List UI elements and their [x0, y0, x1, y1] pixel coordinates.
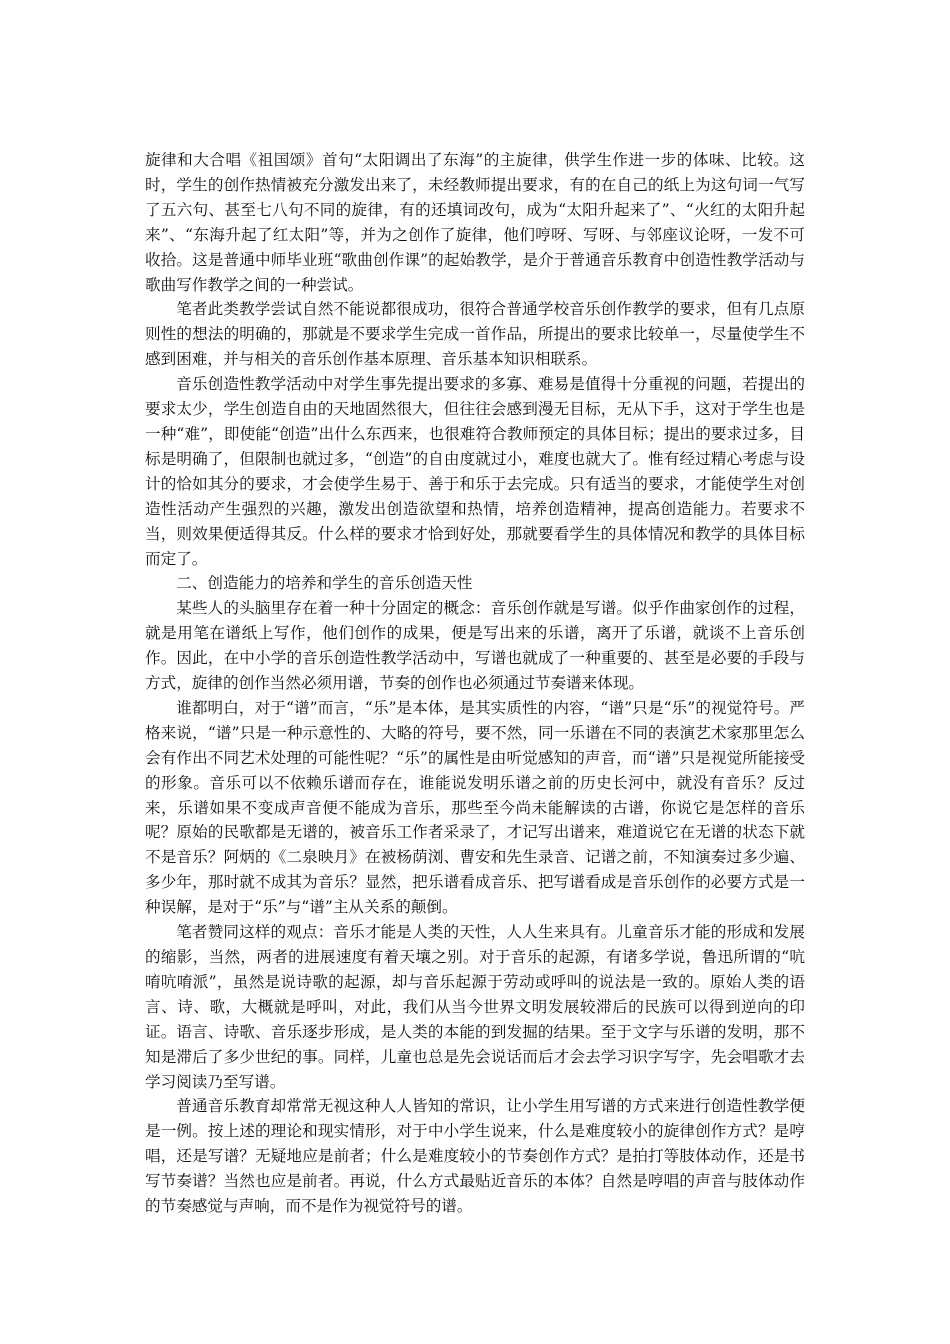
section-heading: 二、创造能力的培养和学生的音乐创造天性 — [176, 574, 473, 593]
paragraph-6: 笔者赞同这样的观点：音乐才能是人类的天性，人人生来具有。儿童音乐才能的形成和发展的缩影，当然，两者的进展速度有着天壤之别。对于音乐的起源，有诸多学说，鲁迅所谓的“吭唷吭唷派”，虽然是说诗歌的起源，却与音乐起源于劳动或呼叫的说法是一致的。原始人类的语言、诗、歌，大概就是呼叫，对此，我们从当今世界文明发展较滞后的民族可以得到逆向的印证。语言、诗歌、音乐逐步形成，是人类的本能的到发掘的结果。至于文字与乐谱的发明，那不知是滞后了多少世纪的事。同样，儿童也总是先会说话而后才会去学习识字写字，先会唱歌才去学习阅读乃至写谱。 — [145, 923, 805, 1091]
paragraph-2: 笔者此类教学尝试自然不能说都很成功，很符合普通学校音乐创作教学的要求，但有几点原则性的想法的明确的，那就是不要求学生完成一首作品，所提出的要求比较单一，尽量使学生不感到困难，并与相关的音乐创作基本原理、音乐基本知识相联系。 — [145, 300, 805, 369]
paragraph-7: 普通音乐教育却常常无视这种人人皆知的常识，让小学生用写谱的方式来进行创造性教学便是一例。按上述的理论和现实情形，对于中小学生说来，什么是难度较小的旋律创作方式？是哼唱，还是写谱？无疑地应是前者；什么是难度较小的节奏创作方式？是拍打等肢体动作，还是书写节奏谱？当然也应是前者。再说，什么方式最贴近音乐的本体？自然是哼唱的声音与肢体动作的节奏感觉与声响，而不是作为视觉符号的谱。 — [145, 1097, 805, 1216]
paragraph-3: 音乐创造性教学活动中对学生事先提出要求的多寡、难易是值得十分重视的问题，若提出的要求太少，学生创造自由的天地固然很大，但往往会感到漫无目标，无从下手，这对于学生也是一种“难”，即使能“创造”出什么东西来，也很难符合教师预定的具体目标；提出的要求过多，目标是明确了，但限制也就过多，“创造”的自由度就过小，难度也就大了。惟有经过精心考虑与设计的恰如其分的要求，才会使学生易于、善于和乐于去完成。只有适当的要求，才能使学生对创造性活动产生强烈的兴趣，激发出创造欲望和热情，培养创造精神，提高创造能力。若要求不当，则效果便适得其反。什么样的要求才恰到好处，那就要看学生的具体情况和教学的具体目标而定了。 — [145, 375, 805, 568]
paragraph-4: 某些人的头脑里存在着一种十分固定的概念：音乐创作就是写谱。似乎作曲家创作的过程，就是用笔在谱纸上写作，他们创作的成果，便是写出来的乐谱，离开了乐谱，就谈不上音乐创作。因此，在中小学的音乐创造性教学活动中，写谱也就成了一种重要的、甚至是必要的手段与方式，旋律的创作当然必须用谱，节奏的创作也必须通过节奏谱来体现。 — [145, 599, 805, 693]
paragraph-5: 谁都明白，对于“谱”而言，“乐”是本体，是其实质性的内容，“谱”只是“乐”的视觉符号。严格来说，“谱”只是一种示意性的、大略的符号，要不然，同一乐谱在不同的表演艺术家那里怎么会有作出不同艺术处理的可能性呢？“乐”的属性是由听觉感知的声音，而“谱”只是视觉所能接受的形象。音乐可以不依赖乐谱而存在，谁能说发明乐谱之前的历史长河中，就没有音乐？反过来，乐谱如果不变成声音便不能成为音乐，那些至今尚未能解读的古谱，你说它是怎样的音乐呢？原始的民歌都是无谱的，被音乐工作者采录了，才记写出谱来，难道说它在无谱的状态下就不是音乐？阿炳的《二泉映月》在被杨荫浏、曹安和先生录音、记谱之前，不知演奏过多少遍、多少年，那时就不成其为音乐？显然，把乐谱看成音乐、把写谱看成是音乐创作的必要方式是一种误解，是对于“乐”与“谱”主从关系的颠倒。 — [145, 698, 805, 917]
document-body — [145, 148, 805, 1219]
paragraph-1: 旋律和大合唱《祖国颂》首句“太阳调出了东海”的主旋律，供学生作进一步的体味、比较。这时，学生的创作热情被充分激发出来了，未经教师提出要求，有的在自己的纸上为这句词一气写了五六句、甚至七八句不同的旋律，有的还填词改句，成为“太阳升起来了”、“火红的太阳升起来”、“东海升起了红太阳”等，并为之创作了旋律，他们哼呀、写呀、与邻座议论呀，一发不可收拾。这是普通中师毕业班“歌曲创作课”的起始教学，是介于普通音乐教育中创造性教学活动与歌曲写作教学之间的一种尝试。 — [145, 151, 805, 294]
